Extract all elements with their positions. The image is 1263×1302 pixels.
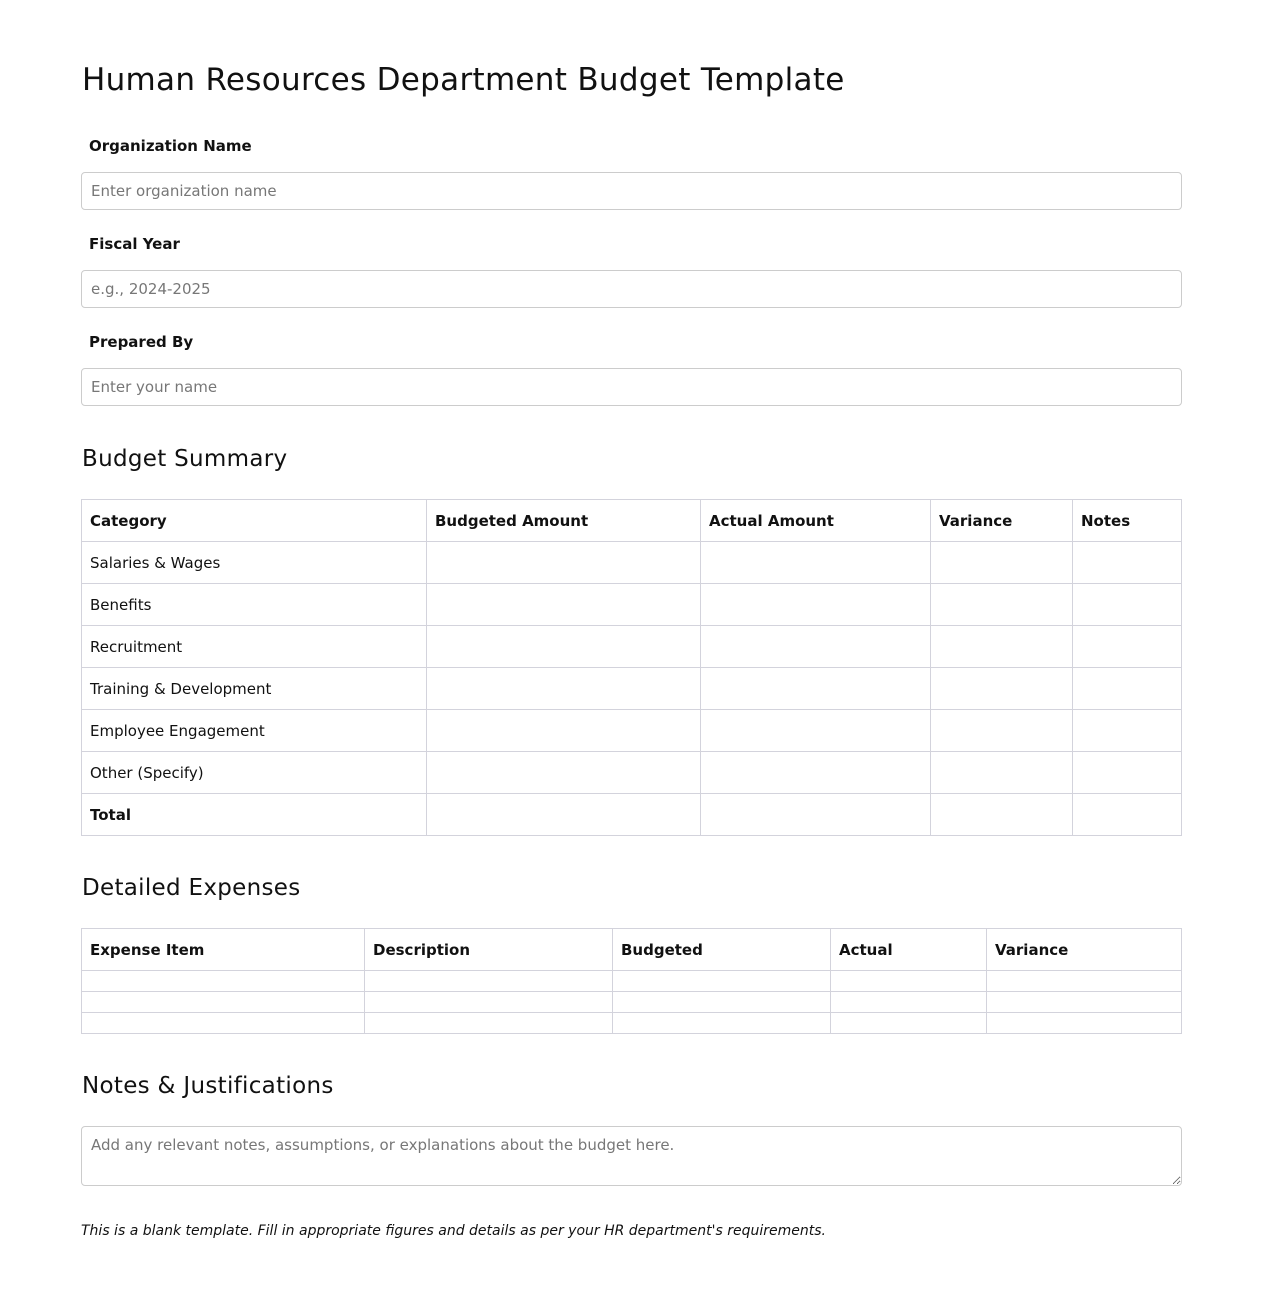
- column-header: Variance: [931, 500, 1073, 542]
- table-cell[interactable]: [831, 1013, 987, 1034]
- table-cell[interactable]: [701, 542, 931, 584]
- table-cell[interactable]: [931, 626, 1073, 668]
- table-cell[interactable]: [1073, 584, 1182, 626]
- category-cell: Employee Engagement: [82, 710, 427, 752]
- table-row: [82, 626, 1182, 668]
- prepared-by-label: Prepared By: [89, 333, 194, 351]
- table-cell[interactable]: [931, 542, 1073, 584]
- budget-summary-heading: Budget Summary: [82, 446, 288, 472]
- table-cell[interactable]: [931, 584, 1073, 626]
- category-cell: Benefits: [82, 584, 427, 626]
- table-cell[interactable]: [1073, 794, 1182, 836]
- table-cell[interactable]: [82, 992, 365, 1013]
- table-cell[interactable]: [365, 992, 613, 1013]
- table-cell[interactable]: [831, 971, 987, 992]
- table-cell[interactable]: [701, 626, 931, 668]
- category-cell: Other (Specify): [82, 752, 427, 794]
- table-cell[interactable]: [427, 794, 701, 836]
- table-row: [82, 1013, 1182, 1034]
- table-cell[interactable]: [987, 1013, 1182, 1034]
- table-row: [82, 542, 1182, 584]
- table-cell[interactable]: [701, 710, 931, 752]
- table-row: [82, 752, 1182, 794]
- table-cell[interactable]: [427, 710, 701, 752]
- org-name-input[interactable]: [81, 172, 1182, 210]
- category-cell: Total: [82, 794, 427, 836]
- column-header: Budgeted Amount: [427, 500, 701, 542]
- table-cell[interactable]: [831, 992, 987, 1013]
- category-cell: Salaries & Wages: [82, 542, 427, 584]
- table-cell[interactable]: [701, 752, 931, 794]
- table-row: [82, 668, 1182, 710]
- table-cell[interactable]: [82, 1013, 365, 1034]
- table-cell[interactable]: [701, 668, 931, 710]
- table-cell[interactable]: [427, 542, 701, 584]
- table-row: [82, 584, 1182, 626]
- column-header: Variance: [987, 929, 1182, 971]
- fiscal-year-input[interactable]: [81, 270, 1182, 308]
- table-cell[interactable]: [427, 584, 701, 626]
- budget-summary-table: [81, 499, 1182, 836]
- table-row: [82, 710, 1182, 752]
- category-cell: Recruitment: [82, 626, 427, 668]
- detailed-expenses-table: [81, 928, 1182, 1034]
- column-header: Description: [365, 929, 613, 971]
- table-row: [82, 971, 1182, 992]
- table-cell[interactable]: [1073, 626, 1182, 668]
- table-cell[interactable]: [427, 626, 701, 668]
- column-header: Budgeted: [613, 929, 831, 971]
- table-cell[interactable]: [365, 971, 613, 992]
- table-cell[interactable]: [613, 992, 831, 1013]
- table-cell[interactable]: [82, 971, 365, 992]
- table-cell[interactable]: [931, 752, 1073, 794]
- page-title: Human Resources Department Budget Template: [82, 62, 845, 98]
- column-header: Notes: [1073, 500, 1182, 542]
- table-cell[interactable]: [1073, 668, 1182, 710]
- column-header: Category: [82, 500, 427, 542]
- fiscal-year-label: Fiscal Year: [89, 235, 180, 253]
- table-cell[interactable]: [931, 668, 1073, 710]
- column-header: Actual Amount: [701, 500, 931, 542]
- detailed-expenses-heading: Detailed Expenses: [82, 875, 301, 901]
- table-cell[interactable]: [1073, 710, 1182, 752]
- table-cell[interactable]: [1073, 752, 1182, 794]
- table-row: [82, 992, 1182, 1013]
- prepared-by-input[interactable]: [81, 368, 1182, 406]
- table-cell[interactable]: [613, 1013, 831, 1034]
- table-row: [82, 794, 1182, 836]
- table-cell[interactable]: [931, 710, 1073, 752]
- table-cell[interactable]: [365, 1013, 613, 1034]
- table-cell[interactable]: [701, 794, 931, 836]
- notes-heading: Notes & Justifications: [82, 1073, 334, 1099]
- footer-note: This is a blank template. Fill in appropriate figures and details as per your HR department's requirements.: [81, 1223, 826, 1239]
- org-name-label: Organization Name: [89, 137, 252, 155]
- table-cell[interactable]: [613, 971, 831, 992]
- table-cell[interactable]: [1073, 542, 1182, 584]
- table-cell[interactable]: [931, 794, 1073, 836]
- category-cell: Training & Development: [82, 668, 427, 710]
- notes-textarea[interactable]: [81, 1126, 1182, 1186]
- column-header: Expense Item: [82, 929, 365, 971]
- table-cell[interactable]: [427, 668, 701, 710]
- table-cell[interactable]: [987, 992, 1182, 1013]
- table-cell[interactable]: [701, 584, 931, 626]
- column-header: Actual: [831, 929, 987, 971]
- table-cell[interactable]: [427, 752, 701, 794]
- table-cell[interactable]: [987, 971, 1182, 992]
